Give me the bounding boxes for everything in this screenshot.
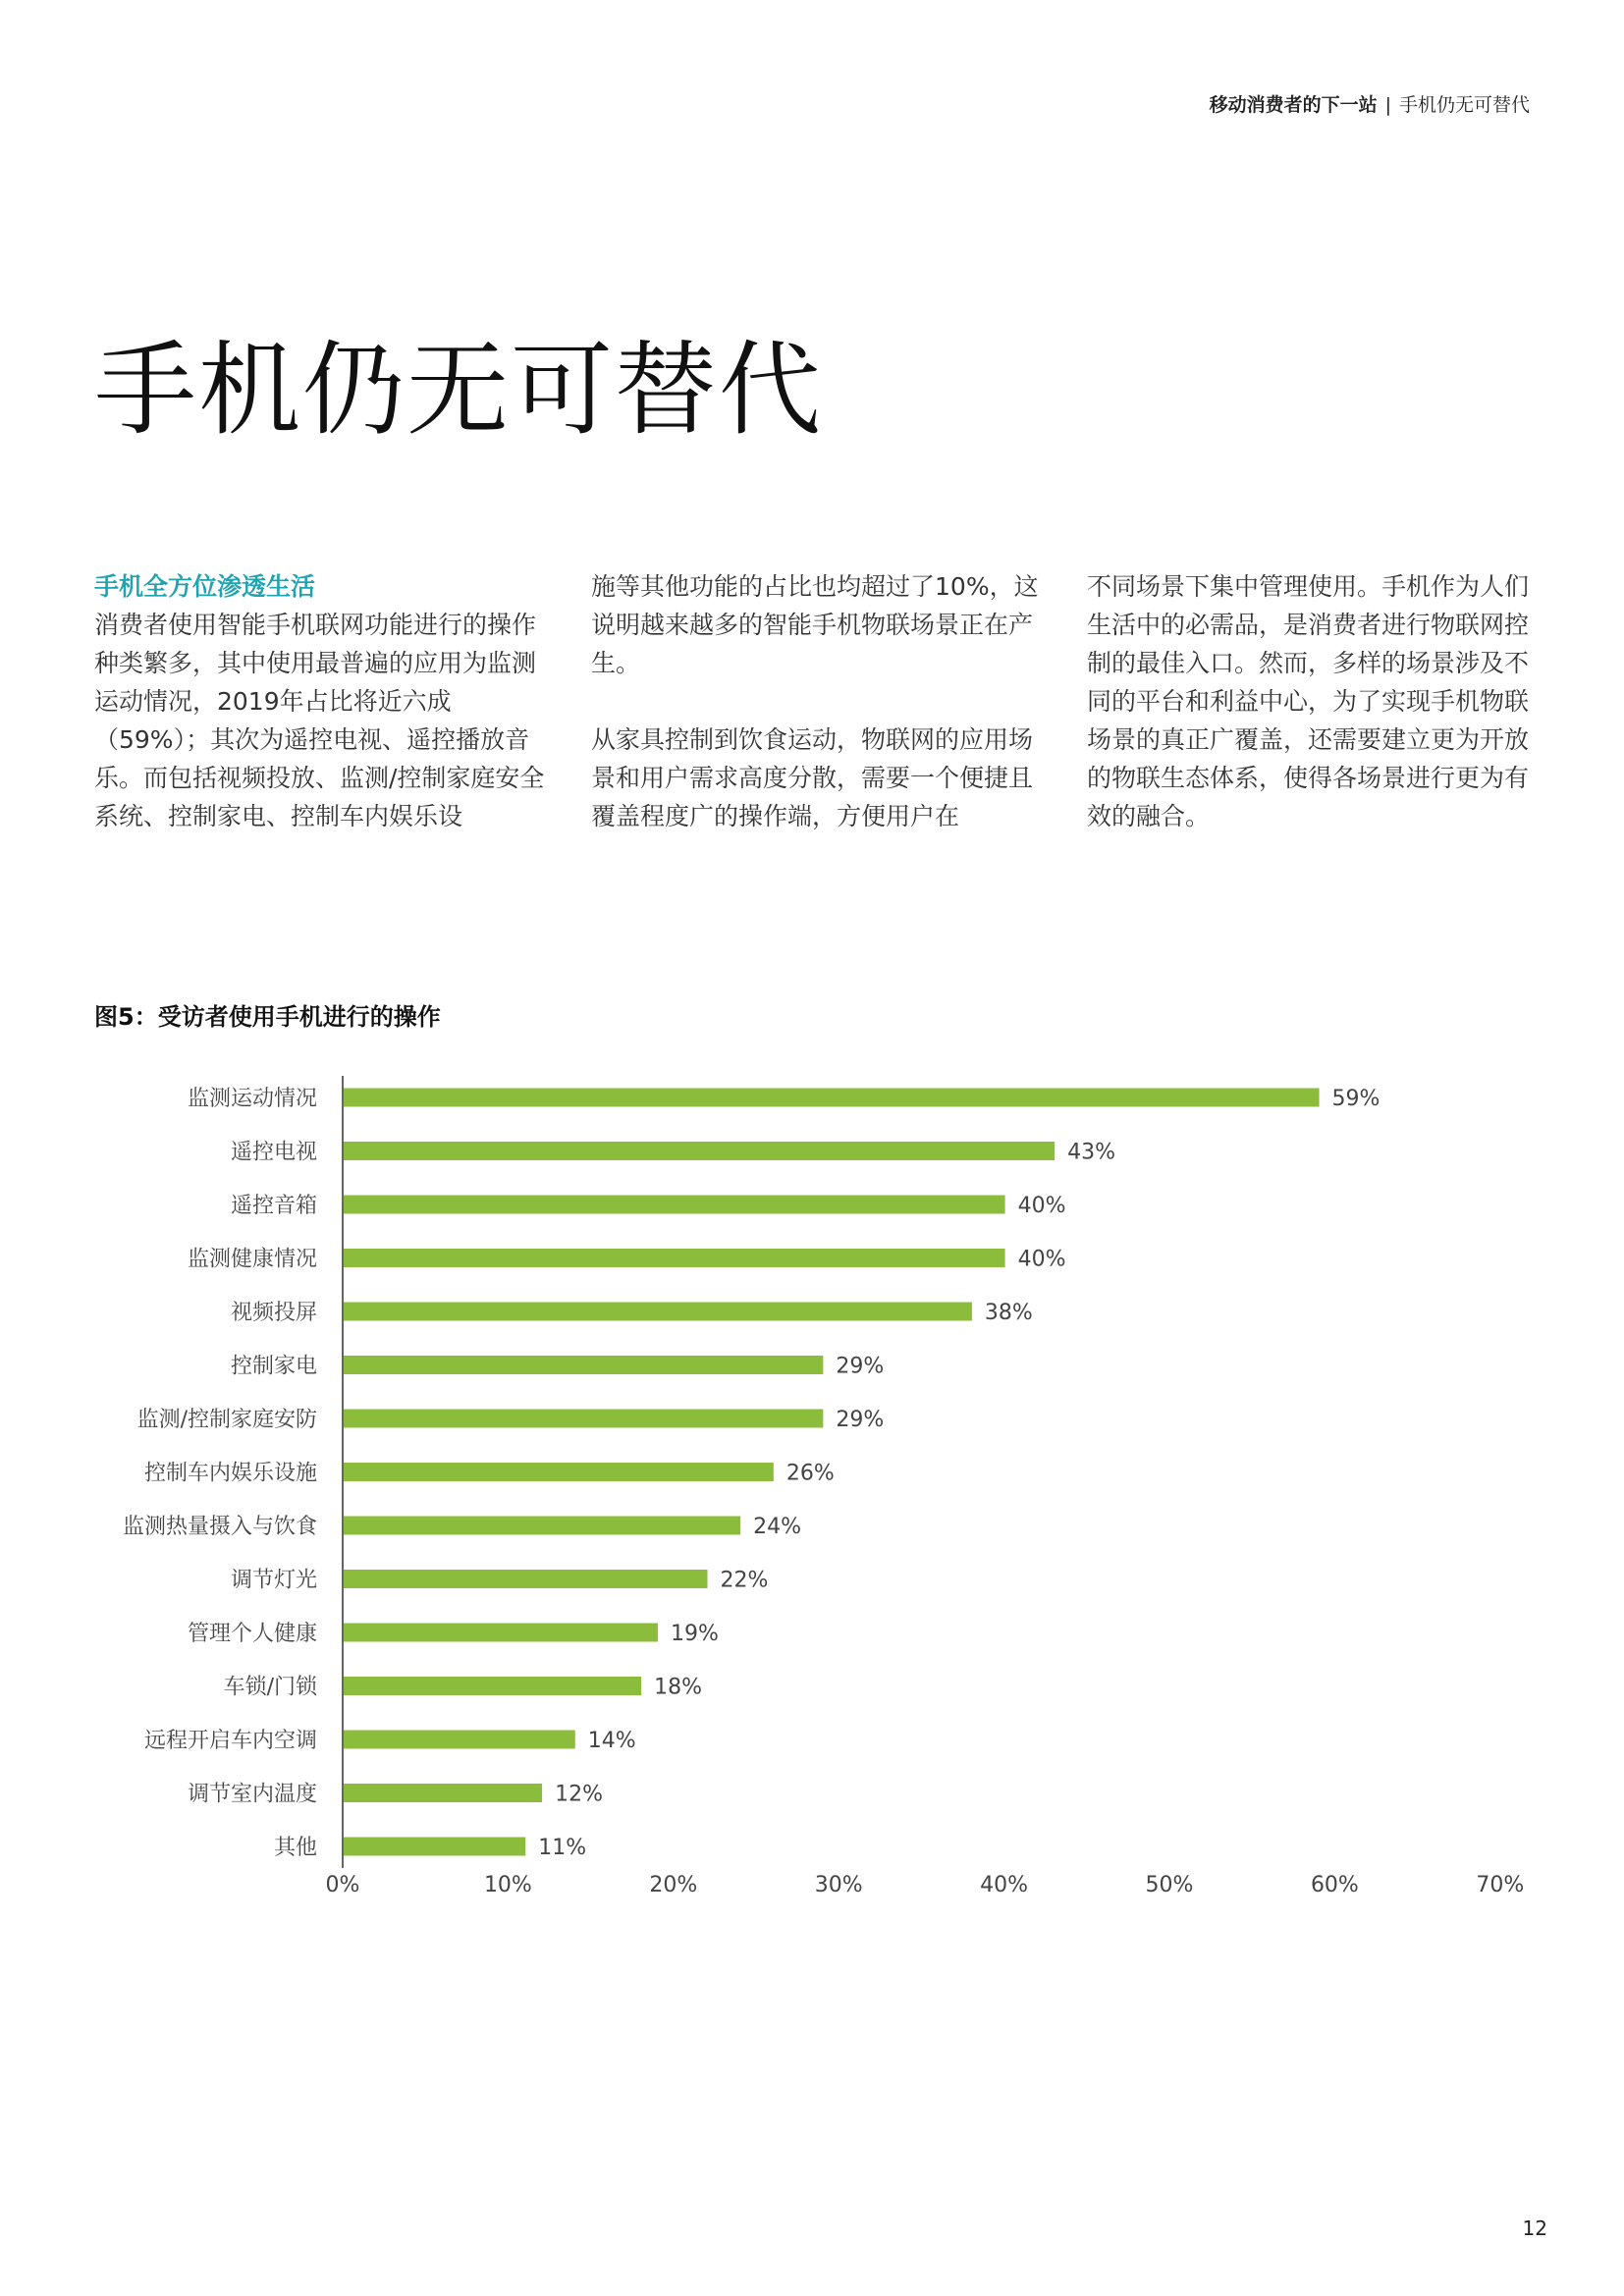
value-label: 18%	[654, 1675, 703, 1700]
header-separator: |	[1384, 94, 1391, 116]
bar	[344, 1249, 1005, 1267]
bar	[344, 1517, 740, 1535]
category-label: 监测运动情况	[187, 1087, 317, 1111]
figure-title: 图5：受访者使用手机进行的操作	[94, 1003, 441, 1031]
bar	[344, 1677, 641, 1695]
value-label: 40%	[1017, 1194, 1066, 1218]
x-tick-label: 0%	[325, 1873, 360, 1897]
value-label: 19%	[670, 1622, 719, 1646]
page-title: 手机仍无可替代	[94, 330, 824, 450]
x-tick-label: 40%	[980, 1873, 1029, 1897]
bar	[344, 1142, 1055, 1160]
bar	[344, 1303, 972, 1321]
x-tick-label: 50%	[1145, 1873, 1194, 1897]
category-label: 控制车内娱乐设施	[143, 1461, 317, 1486]
paragraph: 消费者使用智能手机联网功能进行的操作种类繁多，其中使用最普遍的应用为监测运动情况，2019年占比将近六成（59%）；其次为遥控电视、遥控播放音乐。而包括视频投放、监测/控制家庭安全系统、控制家电、控制车内娱乐设	[94, 611, 545, 830]
bar	[344, 1410, 823, 1428]
value-label: 38%	[984, 1301, 1033, 1325]
value-label: 59%	[1331, 1087, 1380, 1111]
text-column-3	[1087, 567, 1539, 835]
value-label: 24%	[753, 1515, 802, 1539]
category-label: 远程开启车内空调	[143, 1729, 317, 1753]
category-label: 监测/控制家庭安防	[136, 1408, 317, 1432]
bar	[344, 1089, 1320, 1107]
category-label: 管理个人健康	[187, 1622, 317, 1646]
x-tick-label: 60%	[1310, 1873, 1359, 1897]
bar	[344, 1731, 575, 1749]
x-tick-label: 70%	[1476, 1873, 1525, 1897]
paragraph: 不同场景下集中管理使用。手机作为人们生活中的必需品，是消费者进行物联网控制的最佳入口。然而，多样的场景涉及不同的平台和利益中心，为了实现手机物联场景的真正广覆盖，还需要建立更为开放的物联生态体系，使得各场景进行更为有效的融合。	[1087, 572, 1530, 830]
category-label: 其他	[273, 1836, 317, 1860]
text-column-1	[94, 567, 546, 835]
category-label: 调节室内温度	[187, 1782, 317, 1807]
bar-chart	[0, 1060, 1624, 1924]
category-label: 调节灯光	[230, 1568, 317, 1593]
section-title: 手机仍无可替代	[1398, 94, 1530, 116]
value-label: 22%	[720, 1568, 769, 1593]
bar	[344, 1356, 823, 1374]
bar	[344, 1624, 658, 1642]
running-header	[1210, 90, 1530, 117]
category-label: 监测健康情况	[187, 1247, 317, 1272]
text-column-2	[591, 567, 1043, 835]
x-tick-label: 20%	[649, 1873, 698, 1897]
bar	[344, 1463, 774, 1481]
category-label: 控制家电	[230, 1354, 317, 1379]
subheading: 手机全方位渗透生活	[94, 572, 316, 601]
category-label: 监测热量摄入与饮食	[122, 1515, 317, 1539]
value-label: 14%	[587, 1729, 636, 1753]
bar	[344, 1784, 542, 1802]
x-tick-label: 10%	[483, 1873, 532, 1897]
bar	[344, 1838, 525, 1856]
paragraph: 施等其他功能的占比也均超过了10%，这说明越来越多的智能手机物联场景正在产生。	[591, 572, 1039, 677]
bar	[344, 1570, 707, 1588]
publication-title: 移动消费者的下一站	[1209, 94, 1378, 116]
value-label: 43%	[1067, 1140, 1116, 1165]
paragraph: 从家具控制到饮食运动，物联网的应用场景和用户需求高度分散，需要一个便捷且覆盖程度广的操作端，方便用户在	[591, 725, 1034, 830]
category-label: 遥控音箱	[230, 1194, 317, 1218]
value-label: 11%	[538, 1836, 587, 1860]
value-label: 40%	[1017, 1247, 1066, 1272]
category-label: 视频投屏	[230, 1301, 317, 1325]
x-tick-label: 30%	[814, 1873, 863, 1897]
page-number: 12	[1522, 2216, 1547, 2240]
bar	[344, 1196, 1005, 1214]
value-label: 12%	[555, 1782, 603, 1807]
value-label: 29%	[836, 1354, 885, 1379]
category-label: 遥控电视	[230, 1140, 317, 1165]
value-label: 26%	[785, 1461, 835, 1486]
category-label: 车锁/门锁	[223, 1675, 317, 1700]
value-label: 29%	[836, 1408, 885, 1432]
